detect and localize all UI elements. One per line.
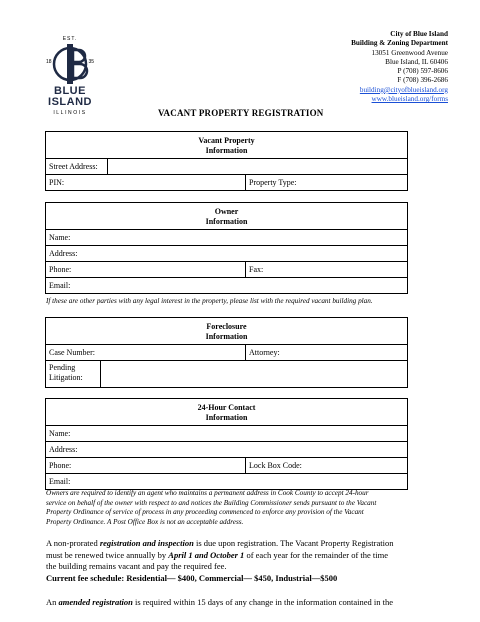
contact-name-label: Name: bbox=[49, 429, 71, 438]
contact-note-line3: Property Ordinance of service of process in any proceeding commenced to enforce any provision of the Vacant bbox=[46, 508, 364, 516]
attorney-label: Attorney: bbox=[249, 348, 280, 357]
p2-text-a: An bbox=[46, 597, 59, 607]
owner-address-label: Address: bbox=[49, 249, 78, 258]
property-type-field[interactable] bbox=[246, 175, 408, 191]
logo-name-2: ISLAND bbox=[48, 96, 92, 108]
contact-heading-line2: Information bbox=[205, 413, 248, 422]
property-heading-line2: Information bbox=[205, 146, 248, 155]
owner-heading bbox=[46, 203, 408, 230]
case-number-label: Case Number: bbox=[49, 348, 95, 357]
address-fax: F (708) 396-2686 bbox=[397, 76, 448, 85]
owner-fax-label: Fax: bbox=[249, 265, 264, 274]
contact-name-field[interactable] bbox=[46, 426, 408, 442]
address-department: Building & Zoning Department bbox=[351, 39, 448, 48]
foreclosure-heading-line1: Foreclosure bbox=[206, 322, 247, 331]
foreclosure-info-table bbox=[45, 317, 408, 388]
property-type-label: Property Type: bbox=[249, 178, 297, 187]
p1-text-d: must be renewed twice annually by bbox=[46, 549, 169, 560]
owner-email-label: Email: bbox=[49, 281, 71, 290]
logo-state: ILLINOIS bbox=[53, 110, 87, 116]
pending-litigation-label bbox=[46, 361, 101, 387]
property-heading bbox=[46, 132, 408, 159]
p1-text-f: of each year for the remainder of the time bbox=[244, 549, 389, 560]
foreclosure-heading-line2: Information bbox=[205, 332, 248, 341]
contact-note-line1: Owners are required to identify an agent who maintains a permanent address in Cook County to accept 24-hour bbox=[46, 489, 369, 497]
contact-heading bbox=[46, 399, 408, 426]
p2-emphasis: amended registration bbox=[58, 597, 133, 607]
paragraph-line2 bbox=[46, 550, 444, 562]
lockbox-field[interactable] bbox=[246, 458, 408, 474]
address-phone: P (708) 597-8606 bbox=[397, 67, 448, 76]
p2-text-c: is required within 15 days of any change in the information contained in the bbox=[132, 597, 394, 607]
logo-name-1: BLUE bbox=[54, 85, 86, 97]
blue-island-logo bbox=[42, 36, 98, 116]
amended-paragraph bbox=[46, 597, 444, 609]
pin-label: PIN: bbox=[49, 178, 65, 187]
contact-note-line4: Property Ordinance. A Post Office Box is not an acceptable address. bbox=[46, 517, 244, 526]
p1-text-a: A non-prorated bbox=[46, 538, 100, 548]
page-title: VACANT PROPERTY REGISTRATION bbox=[158, 108, 324, 118]
street-address-field[interactable] bbox=[46, 159, 408, 175]
pending-litigation-field[interactable] bbox=[46, 361, 408, 388]
fee-schedule: Current fee schedule: Residential— $400, Commercial— $450, Industrial—$500 bbox=[46, 572, 338, 583]
owner-fax-field[interactable] bbox=[246, 262, 408, 278]
website-link[interactable]: www.blueisland.org/forms bbox=[371, 95, 448, 104]
department-address bbox=[351, 30, 448, 104]
contact-address-label: Address: bbox=[49, 445, 78, 454]
foreclosure-heading bbox=[46, 318, 408, 345]
contact-phone-field[interactable] bbox=[46, 458, 246, 474]
street-address-label: Street Address: bbox=[49, 159, 108, 174]
logo-monogram-icon bbox=[42, 42, 98, 86]
contact-address-field[interactable] bbox=[46, 442, 408, 458]
lockbox-label: Lock Box Code: bbox=[249, 461, 302, 470]
case-number-field[interactable] bbox=[46, 345, 246, 361]
address-street: 13051 Greenwood Avenue bbox=[371, 48, 448, 57]
p1-emphasis: registration and inspection bbox=[99, 538, 194, 548]
contact-heading-line1: 24-Hour Contact bbox=[197, 403, 256, 412]
p1-text-c: is due upon registration. The Vacant Property Registration bbox=[193, 538, 394, 548]
owner-heading-line1: Owner bbox=[214, 207, 239, 216]
owner-name-label: Name: bbox=[49, 233, 71, 242]
owner-note: If these are other parties with any legal interest in the property, please list with the required vacant building plan. bbox=[46, 297, 373, 305]
contact-note-line2: service on behalf of the owner with respect to and notices the Building Commissioner sends pursuant to the Vacant bbox=[46, 498, 377, 507]
contact-info-table bbox=[45, 398, 408, 490]
contact-email-label: Email: bbox=[49, 477, 71, 486]
owner-name-field[interactable] bbox=[46, 230, 408, 246]
owner-email-field[interactable] bbox=[46, 278, 408, 294]
owner-info-table bbox=[45, 202, 408, 294]
owner-address-field[interactable] bbox=[46, 246, 408, 262]
registration-paragraph bbox=[46, 538, 444, 584]
attorney-field[interactable] bbox=[246, 345, 408, 361]
address-city: City of Blue Island bbox=[390, 30, 448, 38]
paragraph-line3: the building remains vacant and pay the required fee. bbox=[46, 561, 227, 571]
pending-label-line2: Litigation: bbox=[49, 373, 83, 382]
email-link[interactable]: building@cityofblueisland.org bbox=[359, 85, 448, 94]
contact-note bbox=[46, 489, 442, 527]
owner-phone-label: Phone: bbox=[49, 265, 72, 274]
owner-heading-line2: Information bbox=[205, 217, 248, 226]
logo-est: EST. bbox=[62, 36, 78, 42]
contact-phone-label: Phone: bbox=[49, 461, 72, 470]
logo-year-right: 35 bbox=[88, 59, 94, 65]
address-city-zip: Blue Island, IL 60406 bbox=[385, 57, 448, 66]
paragraph-line1 bbox=[46, 538, 444, 550]
logo-year-left: 18 bbox=[46, 59, 52, 65]
contact-email-field[interactable] bbox=[46, 474, 408, 490]
owner-phone-field[interactable] bbox=[46, 262, 246, 278]
pending-label-line1: Pending bbox=[49, 363, 76, 372]
pin-field[interactable] bbox=[46, 175, 246, 191]
p1-dates: April 1 and October 1 bbox=[168, 549, 245, 560]
property-info-table bbox=[45, 131, 408, 191]
property-heading-line1: Vacant Property bbox=[198, 136, 255, 145]
